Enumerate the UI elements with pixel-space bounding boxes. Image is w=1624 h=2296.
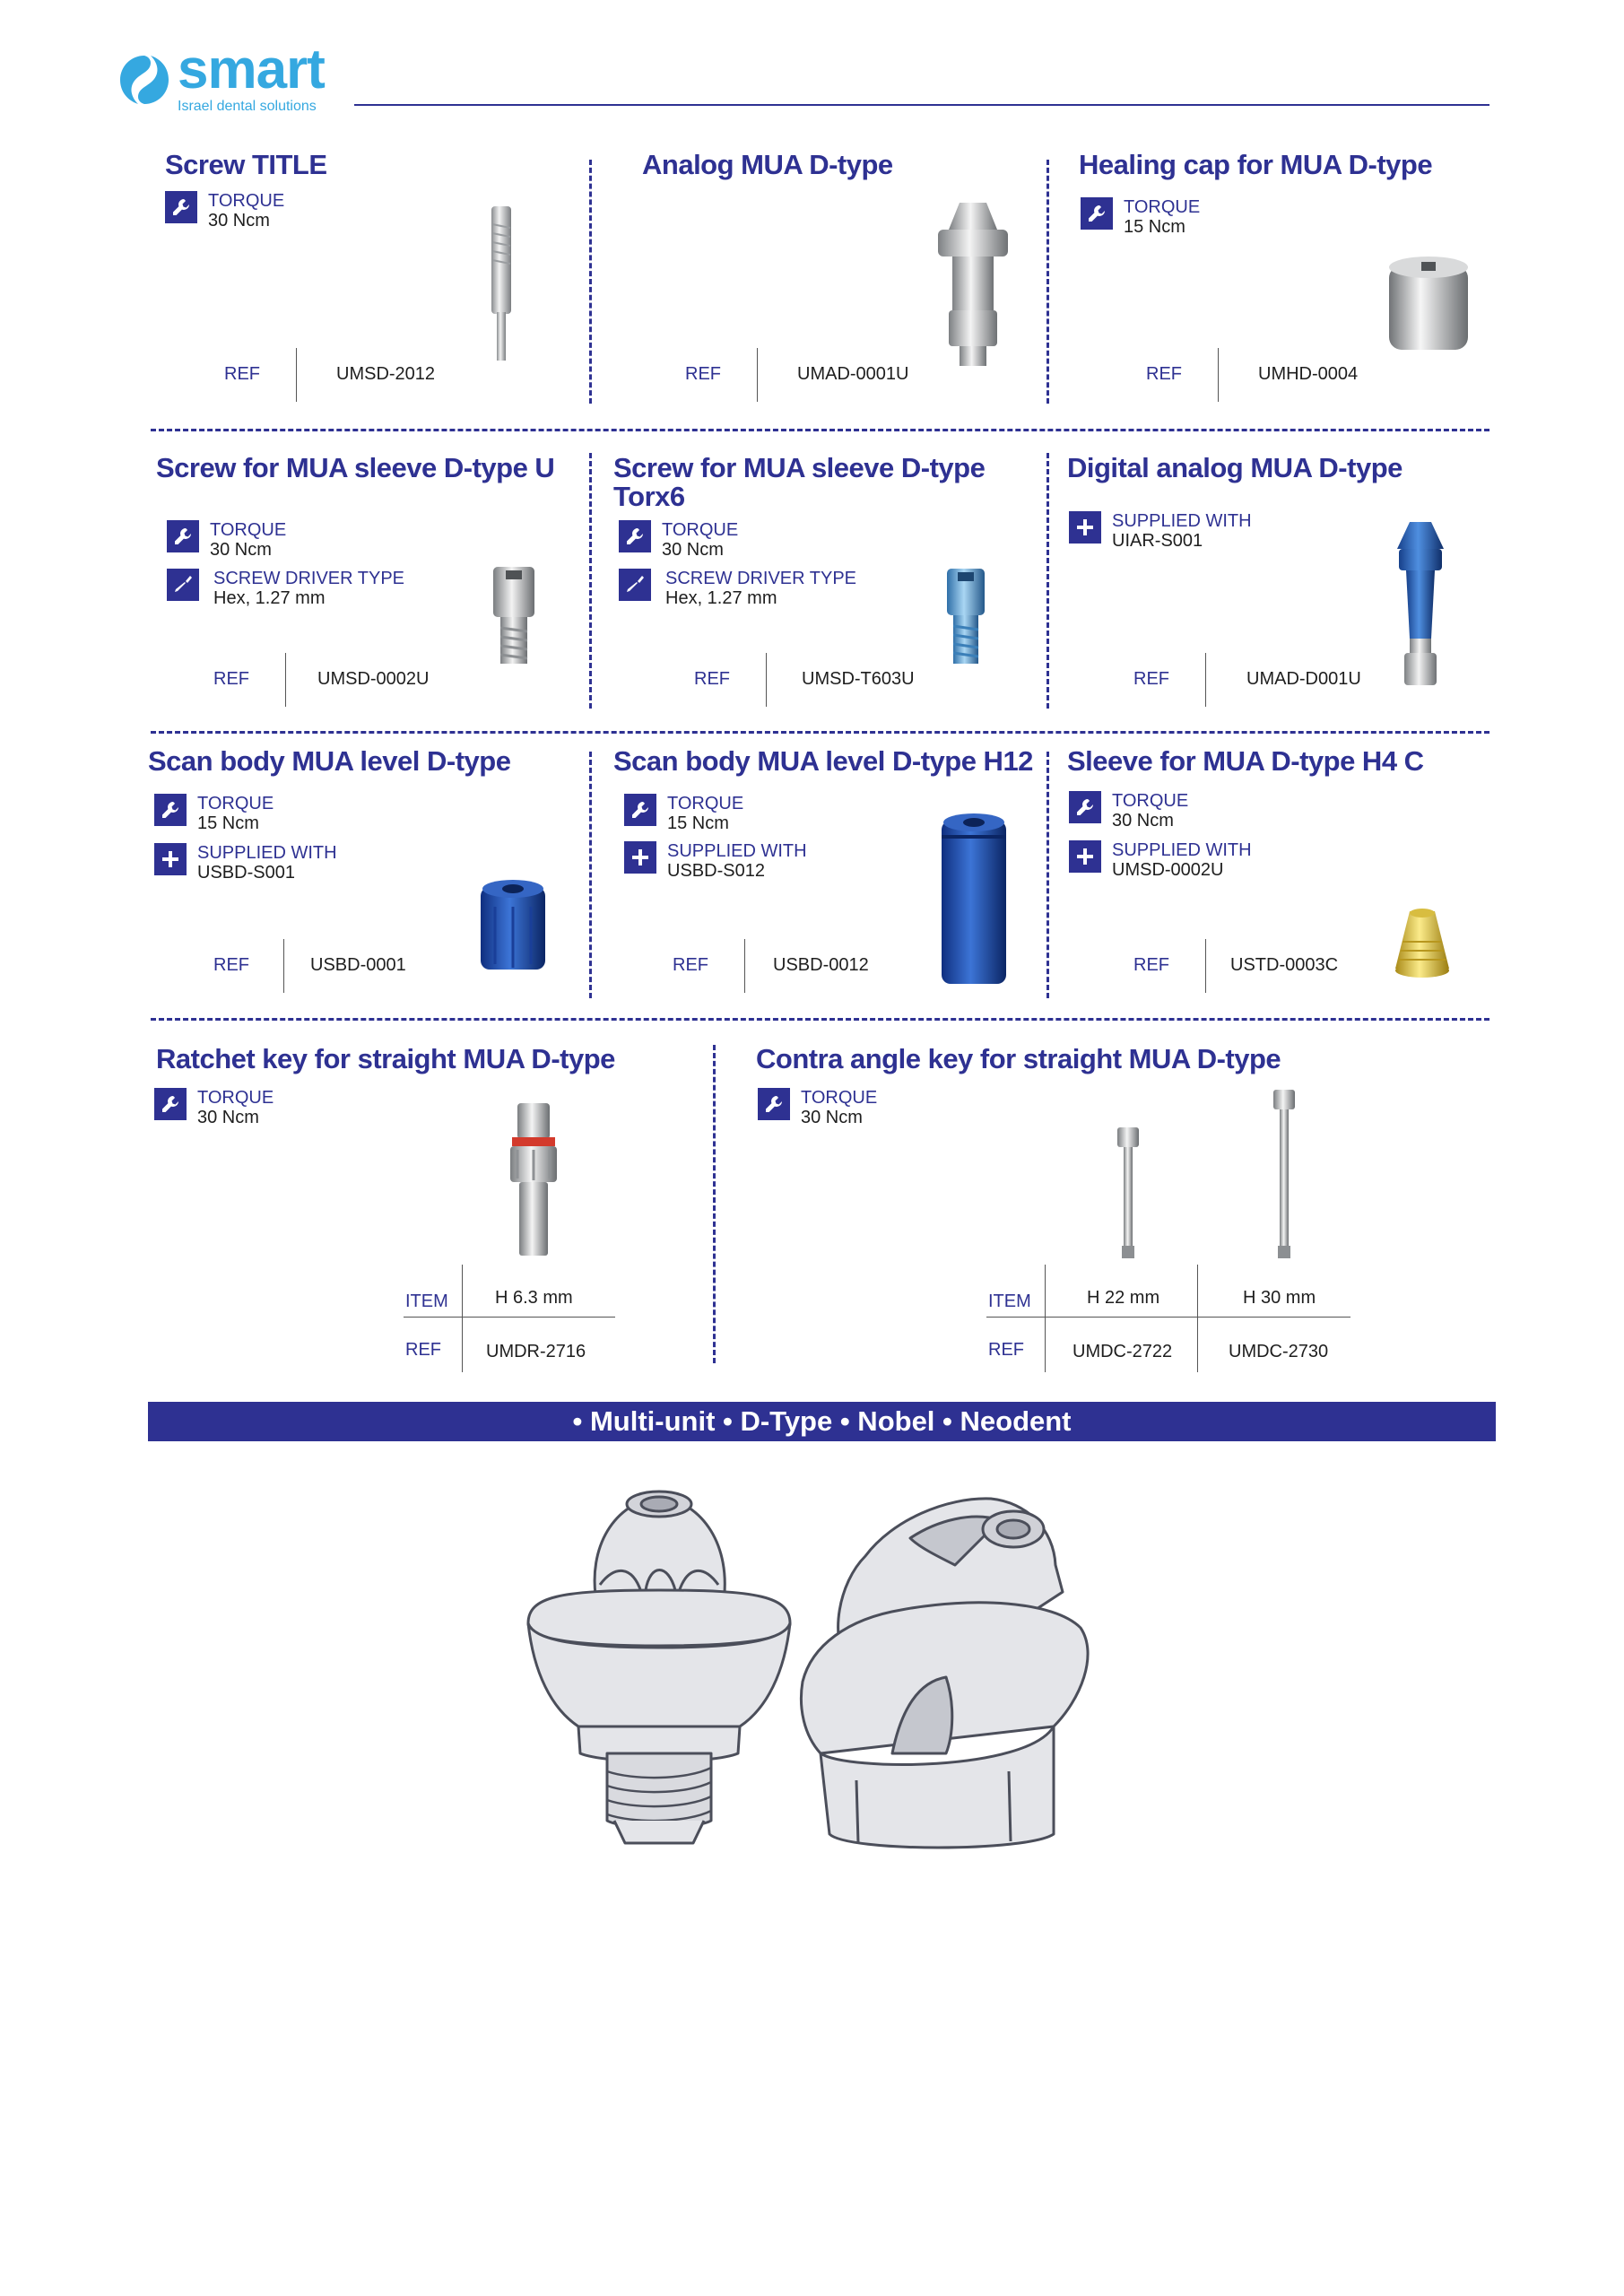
item-value: H 30 mm: [1243, 1288, 1316, 1308]
scan-body-h12-image: [938, 812, 1010, 987]
torque-value: 15 Ncm: [1124, 217, 1185, 237]
ref-label: REF: [405, 1340, 441, 1360]
scan-body-image: [477, 874, 549, 973]
ref-value: UMSD-T603U: [802, 669, 915, 689]
divider: [151, 429, 1489, 431]
screwdriver-icon: [167, 569, 199, 601]
screwdriver-icon: [619, 569, 651, 601]
item-label: ITEM: [405, 1292, 448, 1311]
abutments-illustration: [525, 1484, 1125, 1969]
torque-value: 30 Ncm: [197, 1108, 259, 1127]
ref-value: UMDC-2730: [1229, 1342, 1329, 1361]
torque-spec: [167, 520, 543, 561]
supplied-spec: [154, 843, 531, 884]
plus-icon: [1069, 840, 1101, 873]
supplied-value: UIAR-S001: [1112, 531, 1203, 551]
torque-spec: [619, 520, 995, 561]
torque-label: TORQUE: [210, 520, 287, 540]
torque-value: 30 Ncm: [1112, 811, 1174, 831]
torque-label: TORQUE: [662, 520, 739, 540]
ref-value: UMAD-D001U: [1246, 669, 1361, 689]
category-banner: • Multi-unit • D-Type • Nobel • Neodent: [148, 1402, 1496, 1441]
ref-value: UMSD-2012: [336, 364, 436, 384]
divider: [589, 160, 592, 404]
digital-analog-image: [1392, 520, 1449, 687]
wrench-icon: [1081, 197, 1113, 230]
ref-value: USBD-0001: [310, 955, 406, 975]
torque-spec: [1081, 197, 1457, 239]
supplied-value: UMSD-0002U: [1112, 860, 1224, 880]
wrench-icon: [167, 520, 199, 552]
divider: [151, 1018, 1489, 1021]
torque-value: 30 Ncm: [662, 540, 724, 560]
torque-label: TORQUE: [1112, 791, 1189, 811]
torque-spec: [1069, 791, 1446, 832]
torque-value: 30 Ncm: [801, 1108, 863, 1127]
product-title: Digital analog MUA D-type: [1067, 452, 1403, 483]
plus-icon: [154, 843, 187, 875]
wrench-icon: [165, 191, 197, 223]
torque-label: TORQUE: [667, 794, 744, 813]
driver-spec: [619, 569, 995, 610]
supplied-spec: [1069, 840, 1446, 882]
ref-label: REF: [1133, 955, 1169, 975]
supplied-value: USBD-S012: [667, 861, 765, 881]
torque-spec: [758, 1088, 1134, 1129]
torque-label: TORQUE: [1124, 197, 1201, 217]
item-table: [404, 1265, 619, 1372]
torque-spec: [165, 191, 542, 232]
product-title: Contra angle key for straight MUA D-type: [756, 1043, 1281, 1074]
torque-spec: [154, 1088, 531, 1129]
ref-label: REF: [213, 955, 249, 975]
divider: [1046, 160, 1049, 404]
product-title: Ratchet key for straight MUA D-type: [156, 1043, 615, 1074]
supplied-label: SUPPLIED WITH: [197, 843, 337, 863]
analog-image: [933, 199, 1013, 370]
torque-label: TORQUE: [208, 191, 285, 211]
torque-label: TORQUE: [801, 1088, 878, 1108]
torque-label: TORQUE: [197, 1088, 274, 1108]
torque-spec: [154, 794, 531, 835]
ref-value: UMSD-0002U: [317, 669, 430, 689]
healing-cap-image: [1385, 253, 1472, 353]
wrench-icon: [619, 520, 651, 552]
supplied-value: USBD-S001: [197, 863, 295, 883]
item-value: H 22 mm: [1087, 1288, 1160, 1308]
divider: [589, 752, 592, 998]
ref-label: REF: [988, 1340, 1024, 1360]
torque-value: 15 Ncm: [197, 813, 259, 833]
item-label: ITEM: [988, 1292, 1031, 1311]
torque-value: 30 Ncm: [208, 211, 270, 230]
brand-name: smart: [178, 39, 325, 100]
brand-logo: [115, 39, 366, 117]
plus-icon: [1069, 511, 1101, 544]
wrench-icon: [624, 794, 656, 826]
contra-key-long-image: [1272, 1088, 1297, 1260]
sleeve-screw-image: [491, 565, 536, 665]
ref-value: UMDR-2716: [486, 1342, 586, 1361]
ref-label: REF: [1146, 364, 1182, 384]
torque-value: 30 Ncm: [210, 540, 272, 560]
wrench-icon: [154, 1088, 187, 1120]
item-value: H 6.3 mm: [495, 1288, 573, 1308]
logo-mark-icon: [115, 52, 174, 108]
divider: [1046, 453, 1049, 709]
driver-label: SCREW DRIVER TYPE: [665, 569, 856, 588]
divider: [151, 731, 1489, 734]
product-title: Screw for MUA sleeve D-type U: [156, 452, 555, 483]
wrench-icon: [758, 1088, 790, 1120]
contra-key-short-image: [1116, 1126, 1141, 1260]
product-title: Screw TITLE: [165, 149, 327, 180]
ref-block: [213, 653, 536, 707]
wrench-icon: [154, 794, 187, 826]
ref-label: REF: [685, 364, 721, 384]
product-title: Scan body MUA level D-type H12: [613, 745, 1033, 777]
ref-label: REF: [673, 955, 708, 975]
product-title: Sleeve for MUA D-type H4 C: [1067, 745, 1424, 777]
driver-label: SCREW DRIVER TYPE: [213, 569, 404, 588]
torque-label: TORQUE: [197, 794, 274, 813]
torque-value: 15 Ncm: [667, 813, 729, 833]
product-title: Analog MUA D-type: [642, 149, 893, 180]
ref-label: REF: [213, 669, 249, 689]
supplied-label: SUPPLIED WITH: [1112, 511, 1252, 531]
ref-label: REF: [224, 364, 260, 384]
ref-value: USBD-0012: [773, 955, 869, 975]
divider: [589, 453, 592, 709]
product-title: Screw for MUA sleeve D-type Torx6: [613, 452, 986, 512]
ratchet-key-image: [498, 1101, 569, 1259]
item-table: [986, 1265, 1354, 1372]
supplied-label: SUPPLIED WITH: [667, 841, 807, 861]
ref-label: REF: [1133, 669, 1169, 689]
driver-value: Hex, 1.27 mm: [665, 588, 777, 608]
divider: [713, 1045, 716, 1363]
driver-value: Hex, 1.27 mm: [213, 588, 326, 608]
ref-value: UMDC-2722: [1073, 1342, 1173, 1361]
driver-spec: [167, 569, 543, 610]
ref-value: UMAD-0001U: [797, 364, 909, 384]
screw-image: [489, 206, 516, 361]
ref-value: USTD-0003C: [1230, 955, 1339, 975]
wrench-icon: [1069, 791, 1101, 823]
plus-icon: [624, 841, 656, 874]
supplied-label: SUPPLIED WITH: [1112, 840, 1252, 860]
ref-value: UMHD-0004: [1258, 364, 1359, 384]
divider: [1046, 752, 1049, 998]
sleeve-image: [1390, 906, 1455, 979]
ref-label: REF: [694, 669, 730, 689]
header-rule: [354, 104, 1489, 106]
ref-block: [1146, 348, 1469, 402]
torx-screw-image: [945, 567, 986, 665]
product-title: Scan body MUA level D-type: [148, 745, 511, 777]
supplied-spec: [1069, 511, 1446, 552]
product-title: Healing cap for MUA D-type: [1079, 149, 1433, 180]
brand-tagline: Israel dental solutions: [178, 99, 317, 114]
